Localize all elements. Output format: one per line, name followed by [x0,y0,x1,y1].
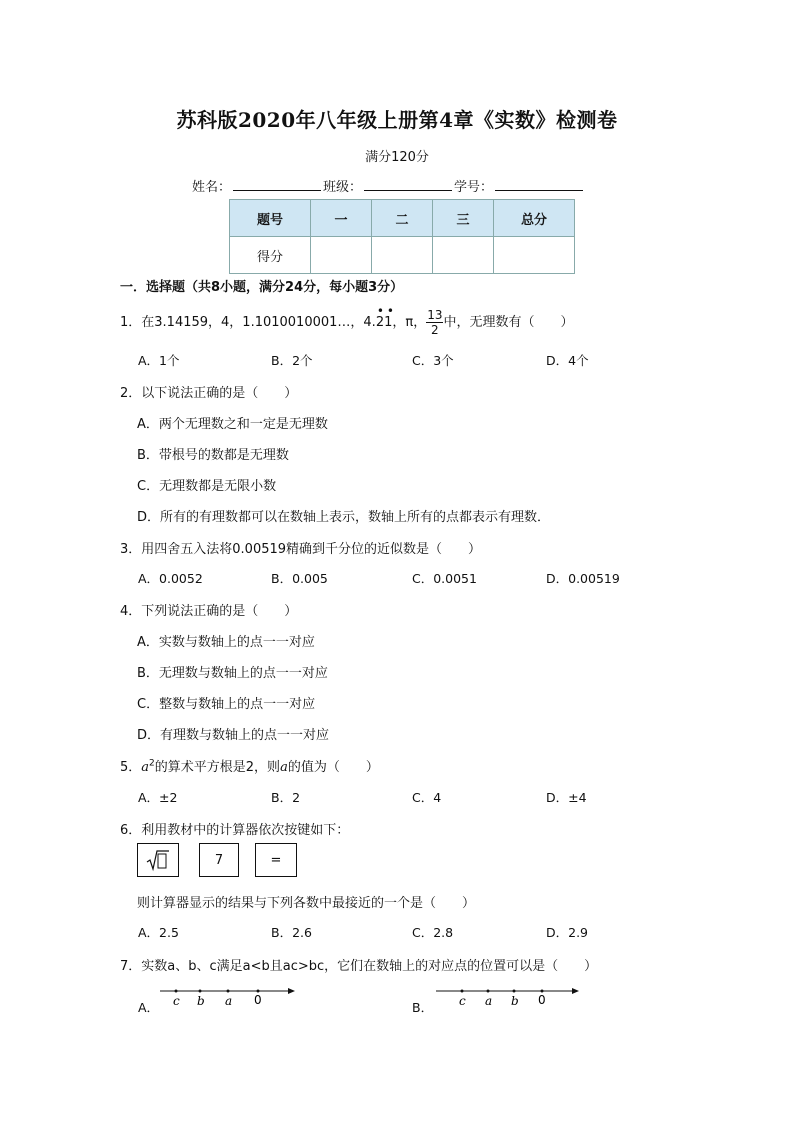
student-info-line [192,176,585,195]
q5-number: 5． [120,760,142,775]
class-label: 班级： [323,180,363,195]
q4-option-a[interactable]: A．实数与数轴上的点一一对应 [137,635,315,650]
question-6: 6．利用教材中的计算器依次按键如下： [120,823,350,838]
q3-option-d[interactable]: D．0.00519 [546,571,620,586]
name-blank[interactable] [233,178,321,191]
point-a-icon [227,990,230,993]
full-score-label: 满分120分 [365,150,429,165]
q1-mid: ，π， [392,315,427,330]
q4-option-c[interactable]: C．整数与数轴上的点一一对应 [137,697,316,712]
q6-option-b[interactable]: B．2.6 [271,925,312,940]
question-2: 2．以下说法正确的是（ ） [120,386,298,401]
header-cell: 总分 [494,200,575,237]
point-c-icon [461,990,464,993]
q7-option-b-label[interactable]: B． [412,1000,434,1015]
q2-option-d[interactable]: D．所有的有理数都可以在数轴上表示，数轴上所有的点都表示有理数． [137,510,551,525]
point-a-icon [487,990,490,993]
question-3: 3．用四舍五入法将0.00519精确到千分位的近似数是（ ） [120,542,482,557]
q2-option-c[interactable]: C．无理数都是无限小数 [137,479,277,494]
line-a-label-b: b [197,994,205,1008]
sqrt-key-icon [137,843,179,877]
q7-option-a-label[interactable]: A． [138,1000,160,1015]
q7-number-line-b [434,982,584,1012]
q1-option-b[interactable]: B．2个 [271,353,313,368]
q3-option-b[interactable]: B．0.005 [271,571,328,586]
q3-option-c[interactable]: C．0.0051 [412,571,477,586]
question-7: 7．实数a、b、c满足a<b且ac>bc，它们在数轴上的对应点的位置可以是（ ） [120,959,598,974]
header-cell: 题号 [230,200,311,237]
class-blank[interactable] [364,178,452,191]
question-1 [120,304,574,337]
calculator-key-equals: = [255,843,297,877]
line-a-label-c: c [173,994,180,1008]
q5-var2: a [280,760,288,775]
q7-number-line-a [158,982,298,1012]
point-b-icon [513,990,516,993]
score-row-label: 得分 [230,237,311,274]
score-table [229,199,575,274]
score-cell[interactable] [433,237,494,274]
question-5 [120,756,379,775]
id-blank[interactable] [495,178,583,191]
q5-var: a [141,760,150,775]
q6-option-c[interactable]: C．2.8 [412,925,454,940]
header-cell: 二 [372,200,433,237]
q3-option-a[interactable]: A．0.0052 [138,571,203,586]
q2-option-b[interactable]: B．带根号的数都是无理数 [137,448,289,463]
line-b-label-b: b [511,994,519,1008]
q5-suffix: 的值为（ ） [287,760,379,775]
line-b-label-zero: 0 [538,993,546,1007]
q5-mid: 的算术平方根是2，则 [154,760,281,775]
q5-option-a[interactable]: A．±2 [138,790,178,805]
score-cell[interactable] [372,237,433,274]
name-label: 姓名： [192,180,232,195]
score-cell[interactable] [311,237,372,274]
q1-option-d[interactable]: D．4个 [546,353,589,368]
page-title: 苏科版2020年八年级上册第4章《实数》检测卷 [176,108,618,132]
q5-exponent: 2 [149,758,155,769]
q1-repeating: •• 21 [375,304,397,330]
line-b-label-a: a [485,994,493,1008]
line-a-label-zero: 0 [254,993,262,1007]
q5-option-c[interactable]: C．4 [412,790,442,805]
q1-option-c[interactable]: C．3个 [412,353,454,368]
section-heading: 一．选择题（共8小题，满分24分，每小题3分） [120,280,404,295]
q1-suffix: 中，无理数有（ ） [443,315,574,330]
q4-option-d[interactable]: D．有理数与数轴上的点一一对应 [137,728,330,743]
q6-option-d[interactable]: D．2.9 [546,925,589,940]
point-c-icon [175,990,178,993]
calculator-key-7: 7 [199,843,239,877]
q2-option-a[interactable]: A．两个无理数之和一定是无理数 [137,417,328,432]
sqrt-glyph-icon [145,848,171,872]
id-label: 学号： [454,180,494,195]
header-cell: 一 [311,200,372,237]
q1-option-a[interactable]: A．1个 [138,353,180,368]
score-row [230,237,575,274]
q6-option-a[interactable]: A．2.5 [138,925,179,940]
q5-option-b[interactable]: B．2 [271,790,301,805]
line-b-label-c: c [459,994,466,1008]
q1-prefix: 1．在3.14159，4，1.1010010001…，4. [120,315,376,330]
line-a-label-a: a [225,994,233,1008]
q6-line2: 则计算器显示的结果与下列各数中最接近的一个是（ ） [137,896,476,911]
q1-fraction: $\frac{13}{2}$ [427,308,443,337]
q4-option-b[interactable]: B．无理数与数轴上的点一一对应 [137,666,328,681]
question-4: 4．下列说法正确的是（ ） [120,604,298,619]
score-cell[interactable] [494,237,575,274]
header-cell: 三 [433,200,494,237]
q5-option-d[interactable]: D．±4 [546,790,587,805]
point-b-icon [199,990,202,993]
score-table-header [230,200,575,237]
